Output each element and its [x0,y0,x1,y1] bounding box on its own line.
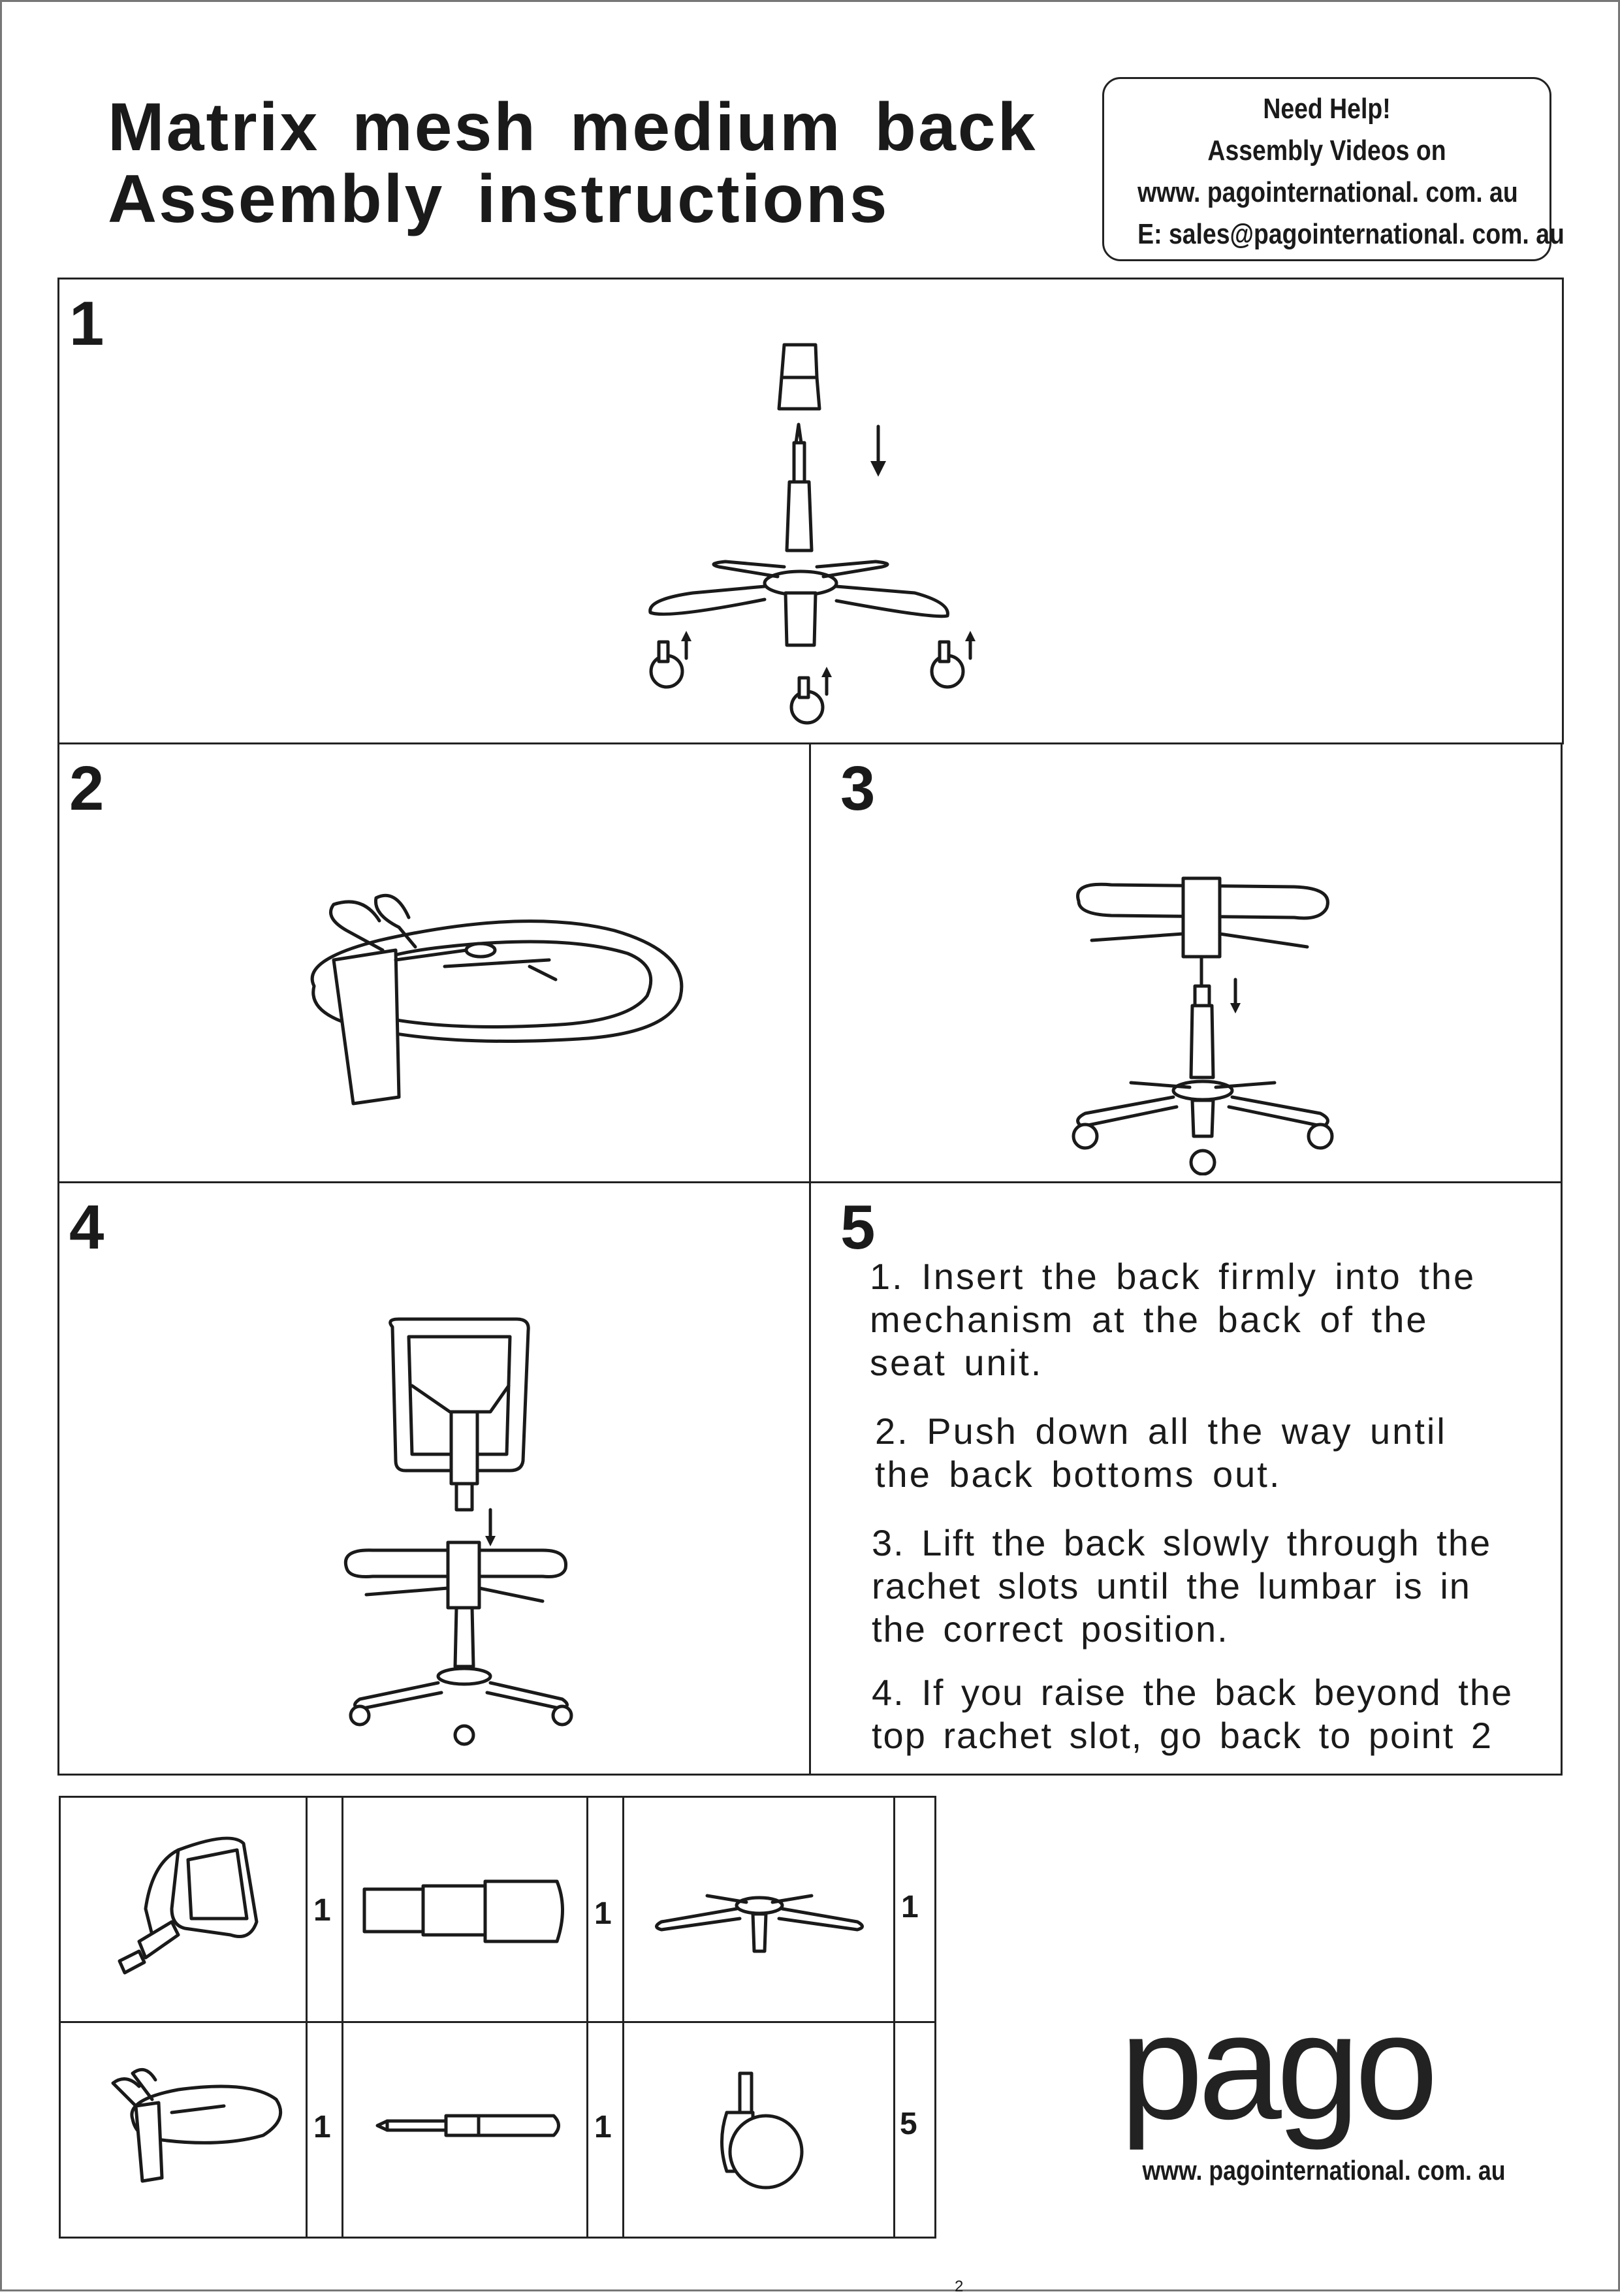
instruction-1 [870,1255,1476,1384]
step-4-number: 4 [69,1192,104,1262]
instruction-2-line-1: 2. Push down all the way until [875,1411,1447,1452]
part-backrest-cell [61,1798,308,2023]
step-3-panel [809,742,1563,1183]
castor-qty: 5 [900,2107,917,2141]
instruction-1-line-3: seat unit. [870,1342,1043,1383]
seat-part-icon [100,2060,289,2197]
instruction-3 [872,1522,1491,1651]
part-gas-lift-cover-cell [341,1798,588,2023]
pago-logo [1120,1983,1506,2186]
part-base-cell [622,1798,895,2023]
step-5-number: 5 [840,1192,876,1262]
gas-lift-qty: 1 [594,2110,612,2145]
instruction-4-line-1: 4. If you raise the back beyond the [872,1672,1514,1713]
part-gas-lift-qty-cell [586,2021,624,2237]
step-2-panel [57,742,811,1183]
page-number: 2 [955,2278,964,2295]
instruction-1-line-2: mechanism at the back of the [870,1299,1429,1340]
page-title [108,91,1037,235]
back-insertion-illustration [334,1314,582,1758]
part-seat-cell [61,2021,308,2237]
help-heading: Need Help! [1263,93,1391,125]
part-backrest-qty-cell [306,1798,343,2023]
backrest-qty: 1 [313,1893,331,1928]
parts-table [59,1796,936,2239]
logo-website[interactable]: www. pagointernational. com. au [1142,2155,1506,2186]
step-2-number: 2 [69,754,104,823]
title-line-2: Assembly instructions [108,161,889,237]
step-5-panel [809,1181,1563,1776]
instruction-2-line-2: the back bottoms out. [875,1454,1282,1495]
seat-onto-base-illustration [1059,875,1346,1175]
gas-lift-part-icon [371,2103,567,2148]
step-1-number: 1 [69,289,104,359]
base-part-icon [648,1883,870,1961]
seat-mechanism-illustration [249,869,706,1143]
seat-qty: 1 [313,2110,331,2145]
part-castor-qty-cell [893,2021,934,2237]
step-3-number: 3 [840,754,876,823]
instruction-3-line-2: rachet slots until the lumbar is in [872,1565,1471,1606]
base-qty: 1 [901,1890,919,1924]
backrest-part-icon [100,1824,276,1994]
base-assembly-illustration [569,306,1026,737]
instruction-2 [875,1410,1447,1496]
part-base-qty-cell [893,1798,934,2023]
help-box [1102,77,1564,261]
help-website[interactable]: www. pagointernational. com. au [1137,176,1518,208]
instruction-4-line-2: top rachet slot, go back to point 2 [872,1715,1493,1756]
logo-wordmark: pago [1120,1983,1433,2150]
instruction-4 [872,1671,1513,1757]
instruction-3-line-1: 3. Lift the back slowly through the [872,1522,1492,1563]
step-4-panel [57,1181,811,1776]
title-line-1: Matrix mesh medium back [108,89,1038,165]
help-videos: Assembly Videos on [1207,135,1446,167]
gas-lift-cover-part-icon [358,1876,573,1948]
castor-part-icon [714,2067,812,2197]
gas-lift-cover-qty: 1 [594,1896,612,1931]
help-email[interactable]: E: sales@pagointernational. com. au [1137,218,1564,250]
instruction-3-line-3: the correct position. [872,1608,1229,1650]
part-castor-cell [622,2021,895,2237]
part-seat-qty-cell [306,2021,343,2237]
part-gas-lift-cell [341,2021,588,2237]
instruction-1-line-1: 1. Insert the back firmly into the [870,1256,1476,1297]
step-1-panel [57,278,1564,744]
part-gas-lift-cover-qty-cell [586,1798,624,2023]
